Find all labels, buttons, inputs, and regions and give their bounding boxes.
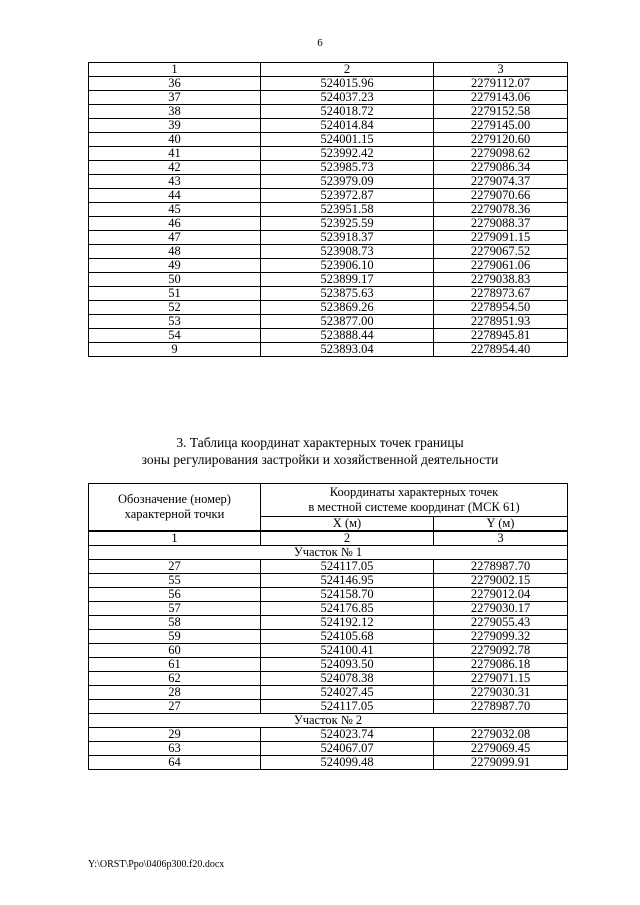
section-title: Участок № 1 [89,546,568,560]
point-number: 43 [89,175,261,189]
y-coordinate: 2278954.50 [434,301,568,315]
point-number: 61 [89,658,261,672]
point-number: 47 [89,231,261,245]
table-row [89,91,568,105]
x-coordinate: 523893.04 [261,343,434,357]
point-number: 57 [89,602,261,616]
y-coordinate: 2278973.67 [434,287,568,301]
page-number: 6 [317,37,323,49]
header-line: в местной системе координат (МСК 61) [308,500,520,514]
y-coordinate: 2278954.40 [434,343,568,357]
table-row [89,742,568,756]
table-row [89,105,568,119]
x-coordinate: 524105.68 [261,630,434,644]
point-number: 63 [89,742,261,756]
point-number: 9 [89,343,261,357]
table-row [89,245,568,259]
header-row [89,484,568,517]
x-coordinate: 524078.38 [261,672,434,686]
y-coordinate: 2279143.06 [434,91,568,105]
x-coordinate: 524023.74 [261,728,434,742]
point-number: 44 [89,189,261,203]
x-coordinate: 523951.58 [261,203,434,217]
point-number: 45 [89,203,261,217]
table-row [89,315,568,329]
table-row [89,630,568,644]
coordinates-table-continued [88,62,568,357]
x-coordinate: 524014.84 [261,119,434,133]
table-row [89,301,568,315]
table-row [89,329,568,343]
x-coordinate: 523888.44 [261,329,434,343]
table-row [89,231,568,245]
y-coordinate: 2279098.62 [434,147,568,161]
column-number: 1 [89,531,261,546]
column-number: 3 [434,63,568,77]
y-coordinate: 2279086.34 [434,161,568,175]
table-row [89,175,568,189]
section-title-line: 3. Таблица координат характерных точек границы [176,435,464,450]
y-coordinate: 2279012.04 [434,588,568,602]
point-number: 51 [89,287,261,301]
x-coordinate: 523908.73 [261,245,434,259]
header-line: Обозначение (номер) [118,492,231,506]
point-number: 48 [89,245,261,259]
x-coordinate: 523918.37 [261,231,434,245]
footer-file-path: Y:\ORST\Ppo\0406p300.f20.docx [88,859,225,870]
y-coordinate: 2279152.58 [434,105,568,119]
y-coordinate: 2279099.91 [434,756,568,770]
point-number: 55 [89,574,261,588]
y-coordinate: 2279030.17 [434,602,568,616]
point-designation-header [89,484,261,532]
y-coordinate: 2279092.78 [434,644,568,658]
y-coordinate: 2279038.83 [434,273,568,287]
y-coordinate: 2279112.07 [434,77,568,91]
x-coordinate: 524117.05 [261,560,434,574]
point-number: 37 [89,91,261,105]
y-coordinate: 2279002.15 [434,574,568,588]
x-coordinate: 524093.50 [261,658,434,672]
y-coordinate: 2279061.06 [434,259,568,273]
point-number: 36 [89,77,261,91]
y-coordinate: 2279145.00 [434,119,568,133]
x-coordinate: 524027.45 [261,686,434,700]
y-coordinate: 2279088.37 [434,217,568,231]
y-coordinate: 2279091.15 [434,231,568,245]
table-row [89,602,568,616]
x-coordinate: 523899.17 [261,273,434,287]
y-header: Y (м) [434,517,568,532]
point-number: 27 [89,700,261,714]
y-coordinate: 2279067.52 [434,245,568,259]
point-number: 42 [89,161,261,175]
point-number: 28 [89,686,261,700]
coordinates-header [261,484,568,517]
y-coordinate: 2279071.15 [434,672,568,686]
point-number: 62 [89,672,261,686]
table-row [89,217,568,231]
table-row [89,147,568,161]
coordinates-table-zone [88,483,568,770]
table-row [89,574,568,588]
x-coordinate: 523992.42 [261,147,434,161]
y-coordinate: 2279078.36 [434,203,568,217]
table-row [89,672,568,686]
table-row [89,686,568,700]
point-number: 64 [89,756,261,770]
y-coordinate: 2279074.37 [434,175,568,189]
point-number: 39 [89,119,261,133]
table-row [89,259,568,273]
x-coordinate: 524001.15 [261,133,434,147]
y-coordinate: 2279055.43 [434,616,568,630]
x-coordinate: 523979.09 [261,175,434,189]
x-coordinate: 524176.85 [261,602,434,616]
point-number: 29 [89,728,261,742]
point-number: 40 [89,133,261,147]
point-number: 41 [89,147,261,161]
point-number: 27 [89,560,261,574]
table-row [89,728,568,742]
table-row [89,658,568,672]
section-row [89,714,568,728]
x-coordinate: 523875.63 [261,287,434,301]
y-coordinate: 2278987.70 [434,560,568,574]
header-line: характерной точки [124,507,225,521]
section-3-title [0,434,640,468]
table-row [89,77,568,91]
x-coordinate: 524067.07 [261,742,434,756]
table-row [89,161,568,175]
table-row [89,616,568,630]
x-coordinate: 523869.26 [261,301,434,315]
x-coordinate: 524100.41 [261,644,434,658]
section-title-line: зоны регулирования застройки и хозяйственной деятельности [141,452,499,467]
point-number: 38 [89,105,261,119]
x-coordinate: 524158.70 [261,588,434,602]
point-number: 46 [89,217,261,231]
point-number: 50 [89,273,261,287]
header-line: Координаты характерных точек [329,485,499,499]
point-number: 54 [89,329,261,343]
column-number-row [89,63,568,77]
x-coordinate: 524117.05 [261,700,434,714]
x-coordinate: 524146.95 [261,574,434,588]
table-row [89,189,568,203]
x-coordinate: 523925.59 [261,217,434,231]
column-number-row [89,531,568,546]
y-coordinate: 2279030.31 [434,686,568,700]
table-row [89,756,568,770]
table-row [89,343,568,357]
section-row [89,546,568,560]
x-coordinate: 524099.48 [261,756,434,770]
table-row [89,644,568,658]
table-row [89,560,568,574]
point-number: 58 [89,616,261,630]
table-row [89,287,568,301]
x-coordinate: 523877.00 [261,315,434,329]
table-row [89,700,568,714]
column-number: 1 [89,63,261,77]
x-header: X (м) [261,517,434,532]
y-coordinate: 2279120.60 [434,133,568,147]
y-coordinate: 2278945.81 [434,329,568,343]
column-number: 2 [261,531,434,546]
column-number: 3 [434,531,568,546]
y-coordinate: 2278951.93 [434,315,568,329]
table-row [89,119,568,133]
table-row [89,133,568,147]
x-coordinate: 524015.96 [261,77,434,91]
table-row [89,273,568,287]
point-number: 56 [89,588,261,602]
y-coordinate: 2278987.70 [434,700,568,714]
table-row [89,203,568,217]
y-coordinate: 2279070.66 [434,189,568,203]
section-title: Участок № 2 [89,714,568,728]
y-coordinate: 2279086.18 [434,658,568,672]
y-coordinate: 2279069.45 [434,742,568,756]
x-coordinate: 523906.10 [261,259,434,273]
x-coordinate: 524037.23 [261,91,434,105]
y-coordinate: 2279032.08 [434,728,568,742]
x-coordinate: 524192.12 [261,616,434,630]
y-coordinate: 2279099.32 [434,630,568,644]
x-coordinate: 523972.87 [261,189,434,203]
point-number: 60 [89,644,261,658]
x-coordinate: 524018.72 [261,105,434,119]
point-number: 52 [89,301,261,315]
table-row [89,588,568,602]
point-number: 53 [89,315,261,329]
point-number: 59 [89,630,261,644]
column-number: 2 [261,63,434,77]
x-coordinate: 523985.73 [261,161,434,175]
point-number: 49 [89,259,261,273]
